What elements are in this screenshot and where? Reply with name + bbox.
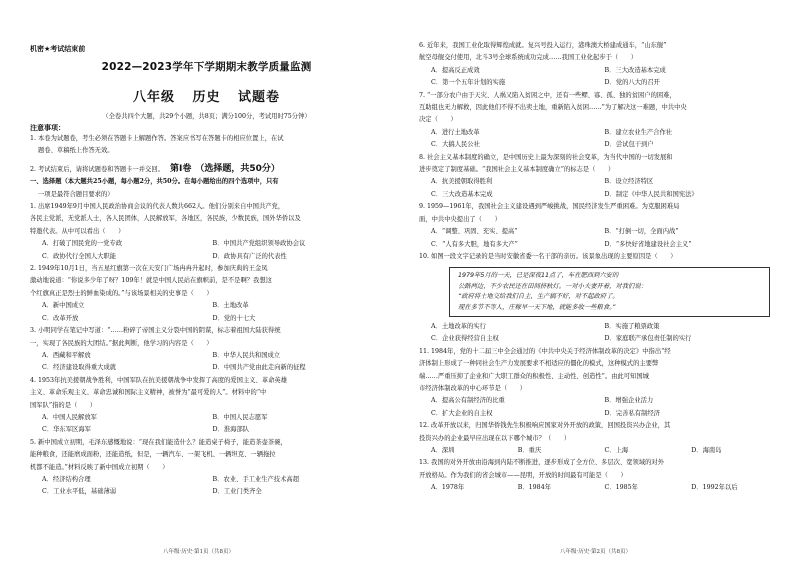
answer-option: C．改革开放 [42,314,79,322]
question-stem-line: 6. 近年来，我国工业化取得辉煌成就。复兴号投入运行，港珠澳大桥建成通车，“山东舰” [419,42,667,49]
notice-item-2: 2. 考试结束后，请将试题卷和答题卡一并交回。 [30,165,164,173]
right-question-list [419,40,778,495]
question-stem-line: 市经济体制改革的中心环节是（ ） [419,384,527,392]
section-heading-a: 一、选择题（本大题共25小题，每小题2分，共50分。在每小题给出的四个选项中，只有 [30,178,279,186]
secret-label: 机密★考试结束前 [30,45,86,53]
question-stem-line: 11. 1984年，党的十二届三中全会通过的《中共中央关于经济体制改革的决定》中指出“经 [419,347,671,355]
answer-option: C．上海 [604,447,629,454]
answer-option: C．华东军区海军 [42,426,91,434]
quote-line: “政府将土地交给我们自主，生产搞不好，对不起政府了。 [458,293,619,301]
question-stem-line: 主义、革命乐观主义、革命忠诚和国际主义精神，被誉为“最可爱的人”。材料中的“中 [30,389,267,397]
answer-option: A．进行土地改革 [431,128,480,136]
answer-option: A．经济结构合理 [42,475,91,483]
question-stem-line: 10. 如图一段文字记录的是当时安徽省委一名干部的亲历。该景象出现的主要原因是（ ） [419,252,677,260]
question-stem-line: 端……严重压抑了企业和广大职工群众的积极性、主动性、创造性”。由此可知国城 [419,372,649,380]
volume-line [30,163,383,176]
question-item [419,346,778,420]
question-stem-line: 决定（ ） [419,116,457,124]
section-heading-b: 一项是最符合题目要求的） [38,190,114,198]
volume-desc: （选择题，共50分） [195,163,280,174]
quote-line: 1979年5月的一天，已是深夜11点了，车在肥西到六安的 [458,272,619,280]
right-page [397,0,794,561]
answer-option: A．“调整、巩固、充实、提高” [431,228,518,236]
exam-subtitle [30,86,383,105]
answer-option: D．完善私有制经济 [604,409,660,417]
answer-option: B．设立经济特区 [604,178,654,186]
question-stem-line: 能种粮食，还能磨成面粉，还能造纸，但是，一辆汽车、一架飞机、一辆坦克、一辆拖拉 [30,451,276,459]
question-stem-line: 济体制上形成了一种同社会生产力发展要求不相适应的僵化的模式，这种模式的主要弊 [419,360,659,368]
answer-option: D．淮海部队 [212,426,250,434]
question-stem-line: 投资兴办的企业最早应出现在以下哪个城市？（ ） [419,434,571,442]
answer-option: C．经济建设取得重大成就 [42,364,117,372]
answer-option: D．工业门类齐全 [212,488,262,496]
footer-right: 八年级·历史·第2页（共8页） [560,549,631,555]
answer-option: B．实施了粮票政策 [604,322,660,330]
question-stem-line: 2. 1949年10月1日，当五星红旗第一次在天安门广场冉冉升起时，参加庆典的王金凤 [30,265,268,273]
answer-option: D．1992年以后 [691,484,738,492]
question-stem-line: 进步奠定了制度基础。“我国社会主义基本制度确立”的标志是（ ） [419,166,615,174]
question-item [30,437,383,499]
question-stem-line: 5. 新中国成立初期，毛泽东感慨地说：“现在我们能造什么？能造桌子椅子，能造茶壶茶碗， [30,438,287,446]
answer-option: A．土地改革的实行 [431,322,486,330]
answer-option: A．提高反正成效 [431,66,480,74]
question-item [30,263,383,325]
exam-title: 2022—2023学年下学期期末教学质量监测 [101,61,312,73]
answer-option: C．工业水平低，基础薄弱 [42,488,117,496]
question-item [30,201,383,263]
answer-option: C．扩大企业的自主权 [431,409,493,417]
answer-option: A．提高公有制经济的比重 [431,397,505,405]
answer-option: D．党的八大的召开 [604,79,660,87]
answer-option: C．三大改造基本完成 [431,190,493,198]
option-list [30,350,383,375]
grade-label: 八年级 [132,90,175,105]
question-stem-line: 互助组也无力解救，因此他们不得不出卖土地，重新陷入贫困……”为了解决这一难题，中共中央 [419,104,687,112]
quote-line: 公路两边，不少农民还在田间挤秋灯。一对小夫妻开着，对我们说： [458,282,647,290]
option-list [419,65,778,90]
answer-option: D．制定《中华人民共和国宪法》 [604,190,698,198]
question-stem-line: 8. 社会主义基本制度的确立，是中国历史上最为深刻的社会变革，为当代中国的一切发展和 [419,153,673,161]
answer-option: B．中国人民志愿军 [212,413,268,421]
answer-option: D．党的十七大 [212,314,256,322]
answer-option: D．政协具有广泛的代表性 [212,252,287,260]
option-list [419,226,778,251]
option-list [419,127,778,152]
option-list [419,176,778,201]
question-stem-line: 13. 我国的对外开放由沿海到内陆不断推进，逐步形成了全方位、多层次、宽领域的对外 [419,459,665,467]
answer-option: A．深圳 [431,447,455,454]
option-list [30,300,383,325]
footer-left: 八年级·历史·第1页（共8页） [163,549,234,555]
answer-option: D．家庭联产承包责任制的实行 [604,335,692,343]
answer-option: D．“多快好省地建设社会主义” [604,240,692,248]
answer-option: B．增强企业活力 [604,397,654,405]
answer-option: D．海南岛 [691,447,722,454]
question-stem-line: 3. 小明同学在笔记中写道：“……粉碎了帝国主义分裂中国的阴谋，标志着祖国大陆获得统 [30,327,281,335]
option-list [419,321,778,346]
answer-option: B．中华人民共和国成立 [212,351,281,359]
answer-option: B．1984年 [517,484,551,492]
answer-option: A．打破了国民党的一党专政 [42,240,123,248]
quote-line: 现在多节不等人，庄稼早一天下地，就能多收一些粮食。” [458,303,616,311]
question-item [419,457,778,494]
question-stem-line: 开放格局。作为我们的省会城市——昆明，开放的时间最有可能是（ ） [419,471,627,479]
answer-option: A．西藏和平解放 [42,351,91,359]
answer-option: C．第一个五年计划的实施 [431,79,506,87]
question-stem-line: 航空母舰交付使用，北斗3号全球系统成功完成……我国工业化起步于（ ） [419,54,638,62]
question-item [419,90,778,152]
question-item [419,40,778,90]
answer-option: A．新中国成立 [42,302,85,310]
answer-option: B．建立农业生产合作社 [604,128,673,136]
left-question-list [30,201,383,499]
notice-heading: 注意事项： [30,123,65,132]
answer-option: D．尝试包干到户 [604,141,654,149]
question-item [419,420,778,457]
answer-option: D．中国共产党由此走向新的征程 [212,364,306,372]
question-item [30,325,383,375]
volume-label: 第Ⅰ卷 [169,163,192,174]
option-list [419,482,778,494]
question-stem-line: 1. 出席1949年9月中国人民政治协商会议的代表人数共662人。他们分别来自中国共产党， [30,203,285,211]
question-stem-line: 国军队”指的是（ ） [30,401,97,409]
question-stem-line: 机都不能造。”材料反映了新中国成立初期（ ） [30,463,169,471]
quote-box [449,267,770,317]
question-stem-line: 特邀代表。从中可以看出（ ） [30,227,125,235]
answer-option: A．1978年 [431,484,465,492]
answer-option: A．中国人民解放军 [42,413,97,421]
question-item [419,152,778,202]
answer-option: C．大搞人民公社 [431,141,480,149]
answer-option: C．1985年 [604,484,638,492]
question-stem-line: 4. 1953年抗美援朝战争胜利，中国军队在抗美援朝战争中发挥了高度的爱国主义、革命英雄 [30,376,288,384]
answer-option: B．“打倒一切，全面内战” [604,228,679,236]
exam-info: （全卷共四个大题，共29个小题，共8页；满分100分，考试用时75分钟） [102,113,311,120]
answer-option: C．企业获得经营自主权 [431,335,499,343]
notice-item-1b: 题卷、草稿纸上作答无效。 [38,147,114,155]
notice-item-1a: 1. 本卷为试题卷，考生必须在答题卡上解题作答。答案应书写在答题卡的相应位置上，在试 [30,135,284,142]
question-stem-line: 9. 1959—1961年，我国社会主义建设遇到严峻挑战，国民经济发生严重困难。为克服困难局 [419,203,680,211]
option-list [419,395,778,420]
question-stem-line: 一，实现了各民族的大团结。”据此判断，他学习的内容是（ ） [30,339,213,347]
question-stem-line: 各民主党派，无党派人士，各人民团体，人民解放军，各地区，各民族，少数民族，国外华侨以及 [30,215,301,223]
question-stem-line: 个红旗真正是烈士的鲜血染成的。”与该场景相关的史事是（ ） [30,289,213,297]
question-stem-line: 面，中共中央提出了（ ） [419,215,501,223]
subject-label: 历史 [192,90,221,105]
option-list [30,474,383,499]
answer-option: B．中国共产党组织领导政协会议 [212,240,306,248]
answer-option: B．重庆 [517,447,542,454]
answer-option: B．土地改革 [212,302,249,310]
answer-option: C．政协代行全国人大职能 [42,252,117,260]
question-stem-line: 激动地说道：“你说多少年了呀？109年！就是中国人民站在旗帜前，是不是啊？我想这 [30,277,272,285]
answer-option: B．三大改造基本完成 [604,66,666,74]
answer-option: B．农业、手工业生产技术高超 [212,475,299,483]
paper-label: 试题卷 [238,90,281,105]
option-list [30,412,383,437]
question-stem-line: 7. “一部分农户由于天灾、人祸又陷入贫困之中，还有一些鳏、寡、孤、独的贫困户的困难， [419,91,676,99]
answer-option: A．抗美援朝取得胜利 [431,178,493,186]
question-stem-line: 12. 改革开放以来，归国华侨钱先生积极响应国家对外开放的政策，回国投资兴办企业，其 [419,422,671,430]
option-list [419,445,778,457]
answer-option: C．“人有多大胆，地有多大产” [431,240,518,248]
question-item [30,375,383,437]
option-list [30,238,383,263]
question-item [419,201,778,251]
question-item [419,251,778,346]
